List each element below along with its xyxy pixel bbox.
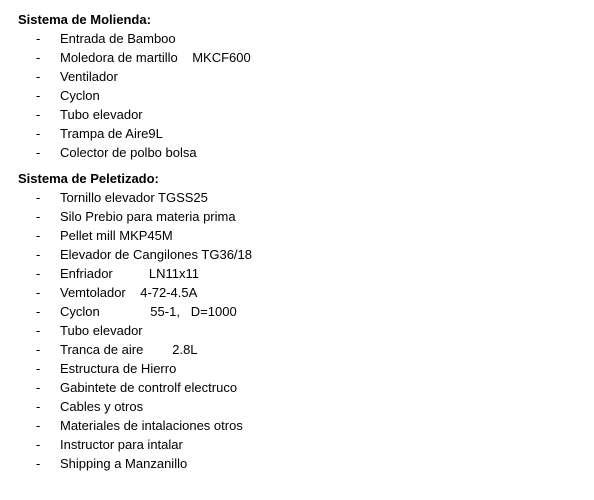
bullet-dash: - [36, 456, 41, 471]
bullet-dash: - [36, 50, 41, 65]
list-item-text: Elevador de Cangilones TG36/18 [60, 247, 252, 262]
list-item [18, 67, 578, 86]
list-item [18, 359, 578, 378]
list-item-text: Moledora de martillo MKCF600 [60, 50, 251, 65]
bullet-dash: - [36, 190, 41, 205]
list-item-text: Ventilador [60, 69, 118, 84]
list-item-text: Estructura de Hierro [60, 361, 177, 376]
section-title-peletizado: Sistema de Peletizado: [18, 171, 159, 186]
list-item-text: Cyclon 55-1, D=1000 [60, 304, 237, 319]
list-item [18, 48, 578, 67]
list-item-text: Entrada de Bamboo [60, 31, 176, 46]
bullet-dash: - [36, 342, 41, 357]
list-item [18, 86, 578, 105]
list-item [18, 29, 578, 48]
bullet-dash: - [36, 437, 41, 452]
bullet-dash: - [36, 418, 41, 433]
list-item [18, 435, 578, 454]
bullet-dash: - [36, 88, 41, 103]
list-item-text: Instructor para intalar [60, 437, 183, 452]
list-item-text: Cables y otros [60, 399, 144, 414]
bullet-dash: - [36, 69, 41, 84]
bullet-dash: - [36, 31, 41, 46]
bullet-dash: - [36, 145, 41, 160]
molienda-list [18, 29, 578, 162]
bullet-dash: - [36, 323, 41, 338]
list-item [18, 397, 578, 416]
list-item-text: Shipping a Manzanillo [60, 456, 188, 471]
list-item [18, 378, 578, 397]
list-item [18, 207, 578, 226]
bullet-dash: - [36, 228, 41, 243]
list-item [18, 454, 578, 473]
list-item-text: Colector de polbo bolsa [60, 145, 197, 160]
list-item [18, 283, 578, 302]
bullet-dash: - [36, 247, 41, 262]
bullet-dash: - [36, 361, 41, 376]
list-item [18, 340, 578, 359]
list-item [18, 105, 578, 124]
bullet-dash: - [36, 285, 41, 300]
list-item-text: Tornillo elevador TGSS25 [60, 190, 208, 205]
bullet-dash: - [36, 304, 41, 319]
document-body [18, 10, 578, 473]
bullet-dash: - [36, 399, 41, 414]
section-title-molienda: Sistema de Molienda: [18, 12, 151, 27]
list-item-text: Tranca de aire 2.8L [60, 342, 198, 357]
list-item [18, 143, 578, 162]
list-item-text: Pellet mill MKP45M [60, 228, 173, 243]
list-item [18, 416, 578, 435]
list-item [18, 264, 578, 283]
list-item-text: Cyclon [60, 88, 100, 103]
bullet-dash: - [36, 107, 41, 122]
list-item [18, 302, 578, 321]
list-item [18, 245, 578, 264]
list-item [18, 188, 578, 207]
list-item [18, 321, 578, 340]
list-item-text: Gabintete de controlf electruco [60, 380, 238, 395]
list-item-text: Vemtolador 4-72-4.5A [60, 285, 198, 300]
list-item [18, 124, 578, 143]
list-item-text: Materiales de intalaciones otros [60, 418, 243, 433]
bullet-dash: - [36, 126, 41, 141]
bullet-dash: - [36, 380, 41, 395]
peletizado-list [18, 188, 578, 473]
list-item [18, 226, 578, 245]
list-item-text: Tubo elevador [60, 323, 143, 338]
list-item-text: Silo Prebio para materia prima [60, 209, 236, 224]
list-item-text: Tubo elevador [60, 107, 143, 122]
list-item-text: Enfriador LN11x11 [60, 266, 199, 281]
bullet-dash: - [36, 209, 41, 224]
list-item-text: Trampa de Aire9L [60, 126, 163, 141]
bullet-dash: - [36, 266, 41, 281]
